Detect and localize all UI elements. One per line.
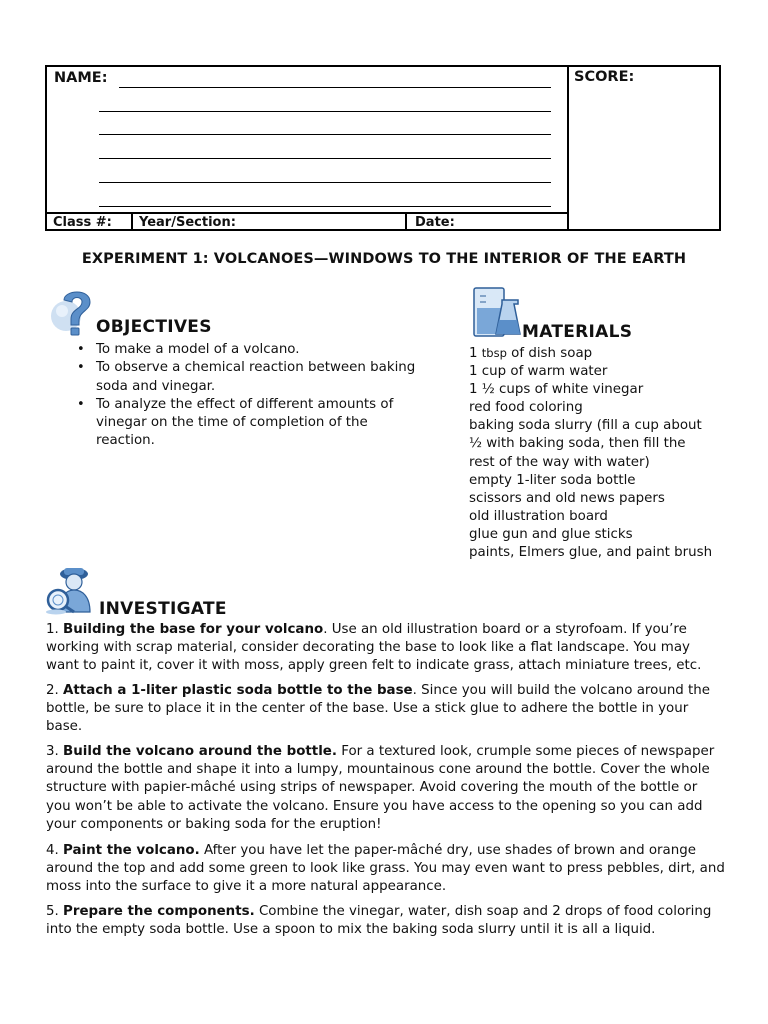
step-number: 2.: [46, 683, 64, 698]
date-label: Date:: [415, 215, 455, 230]
list-item: • To analyze the effect of different amounts of vinegar on the time of completion of the reaction.: [72, 396, 417, 451]
step-text: . Use an old illustration board or a styrofoam. If you’re working with scrap material, consider decorating the base to look like a flat landscape. You may want to paint it, cover it with moss, apply green felt to indicate grass, attach miniature trees, etc.: [46, 622, 702, 674]
investigate-step: [46, 903, 726, 939]
score-label: SCORE:: [574, 69, 635, 85]
material-qty: 1: [469, 346, 478, 361]
name-line[interactable]: [99, 111, 551, 112]
class-row: [47, 212, 567, 229]
materials-list: [469, 344, 712, 562]
step-number: 1.: [46, 622, 64, 637]
name-label: NAME:: [54, 70, 108, 86]
list-item: old illustration board: [469, 508, 608, 524]
step-number: 3.: [46, 744, 64, 759]
date-field[interactable]: [407, 214, 567, 229]
list-item: glue gun and glue sticks: [469, 526, 633, 542]
investigate-step: [46, 842, 726, 897]
investigate-heading: INVESTIGATE: [99, 599, 227, 619]
name-line[interactable]: [99, 134, 551, 135]
beaker-icon: [472, 286, 522, 338]
list-item: red food coloring: [469, 400, 583, 416]
score-divider: [567, 67, 569, 229]
step-title: Attach a 1-liter plastic soda bottle to the base: [63, 683, 413, 698]
class-number-field[interactable]: [47, 214, 133, 229]
student-info-box: [45, 65, 721, 231]
step-text: Combine the vinegar, water, dish soap and 2 drops of food coloring into the empty soda bottle. Use a spoon to mix the baking soda slurry until it is all a liquid.: [46, 904, 712, 938]
step-title: Build the volcano around the bottle.: [63, 744, 337, 759]
step-number: 5.: [46, 904, 64, 919]
material-unit: tbsp: [481, 346, 507, 360]
list-item: paints, Elmers glue, and paint brush: [469, 545, 713, 561]
list-item: ½ with baking soda, then fill the: [469, 436, 686, 452]
objectives-list: [72, 341, 417, 451]
list-item: scissors and old news papers: [469, 490, 665, 506]
year-section-field[interactable]: [133, 214, 407, 229]
investigate-step: [46, 743, 726, 834]
material-text: of dish soap: [511, 346, 593, 361]
step-text: . Since you will build the volcano around the bottle, be sure to place it in the center of the base. Use a stick glue to adhere the bottle in your base.: [46, 683, 711, 735]
experiment-title: EXPERIMENT 1: VOLCANOES—WINDOWS TO THE INTERIOR OF THE EARTH: [81, 251, 687, 267]
investigate-step: [46, 621, 726, 676]
step-title: Paint the volcano.: [63, 843, 200, 858]
materials-heading: MATERIALS: [522, 322, 633, 342]
step-text: After you have let the paper-mâché dry, use shades of brown and orange around the top and add some green to look like grass. You may even want to press pebbles, dirt, and moss into the surface to give it a more natural appearance.: [46, 843, 725, 895]
step-number: 4.: [46, 843, 64, 858]
list-item: empty 1-liter soda bottle: [469, 472, 636, 488]
year-section-label: Year/Section:: [139, 215, 236, 230]
investigate-step: [46, 682, 726, 737]
list-item: 1 ½ cups of white vinegar: [469, 382, 644, 398]
list-item: • To make a model of a volcano.: [72, 341, 417, 359]
objectives-heading: OBJECTIVES: [96, 317, 212, 337]
list-item: • To observe a chemical reaction between baking soda and vinegar.: [72, 359, 417, 396]
name-line[interactable]: [99, 182, 551, 183]
step-title: Building the base for your volcano: [63, 622, 324, 637]
list-item: baking soda slurry (fill a cup about: [469, 418, 702, 434]
step-title: Prepare the components.: [63, 904, 255, 919]
class-number-label: Class #:: [53, 215, 112, 230]
name-line[interactable]: [99, 206, 551, 207]
list-item: [469, 344, 712, 363]
question-mark-icon: [50, 284, 98, 336]
list-item: 1 cup of warm water: [469, 364, 608, 380]
detective-icon: [44, 562, 100, 616]
step-text: For a textured look, crumple some pieces of newspaper around the bottle and shape it into a lumpy, mountainous cone around the bottle. Cover the whole structure with papier-mâché using strips of newspaper. Avoid covering the mouth of the bottle or you won’t be able to activate the volcano. Ensure you have access to the opening so you can add your components or baking soda for the eruption!: [46, 744, 715, 832]
name-line[interactable]: [99, 158, 551, 159]
list-item: rest of the way with water): [469, 454, 650, 470]
name-line[interactable]: [119, 87, 551, 88]
